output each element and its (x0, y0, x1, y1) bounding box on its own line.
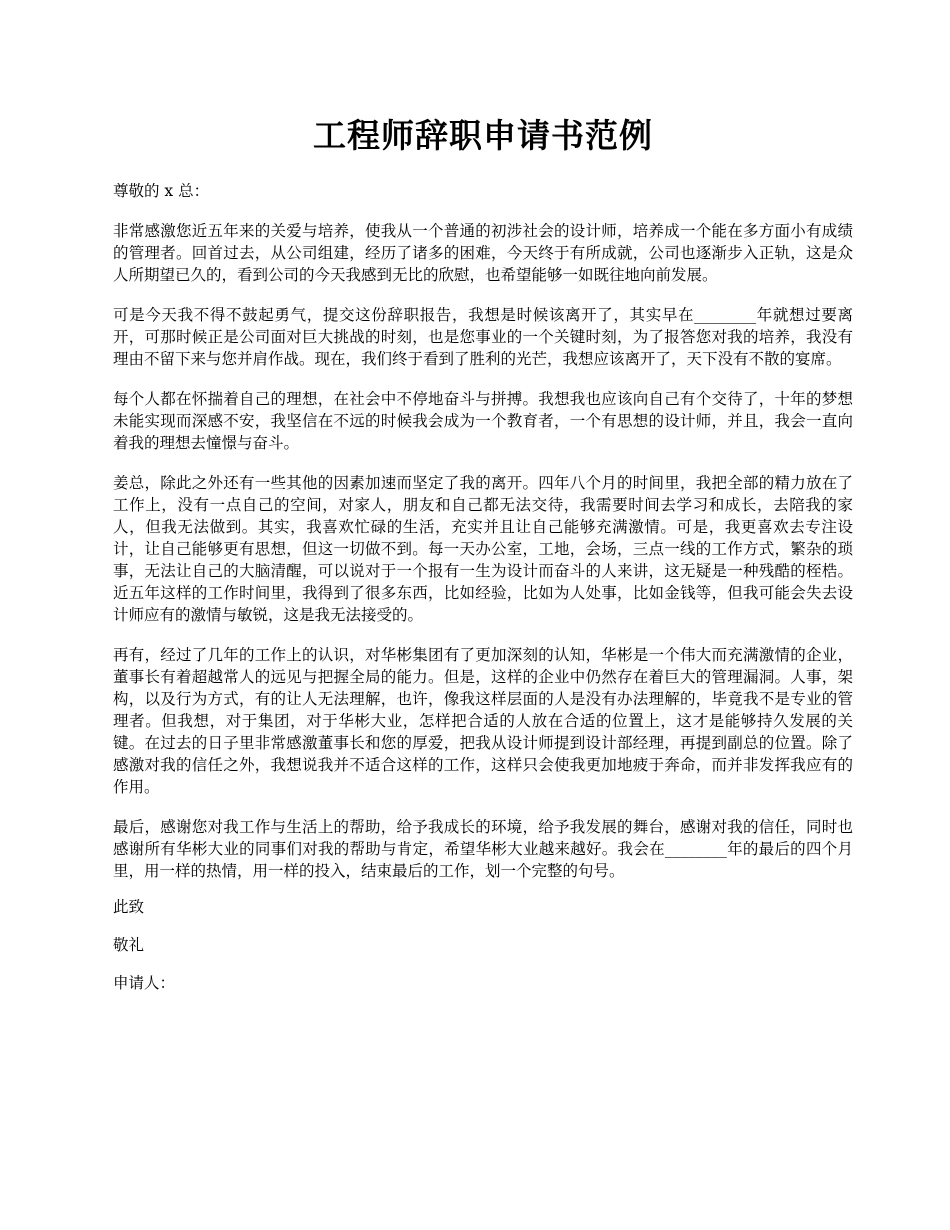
document-title: 工程师辞职申请书范例 (313, 116, 653, 155)
body-paragraph: 姜总，除此之外还有一些其他的因素加速而坚定了我的离开。四年八个月的时间里，我把全部的精力放在了工作上，没有一点自己的空间，对家人，朋友和自己都无法交待，我需要时间去学习和成长，去陪我的家人，但我无法做到。其实，我喜欢忙碌的生活，充实并且让自己能够充满激情。可是，我更喜欢去专注设计，让自己能够更有思想，但这一切做不到。每一天办公室，工地，会场，三点一线的工作方式，繁杂的琐事，无法让自己的大脑清醒，可以说对于一个报有一生为设计而奋斗的人来讲，这无疑是一种残酷的桎梏。近五年这样的工作时间里，我得到了很多东西，比如经验，比如为人处事，比如金钱等，但我可能会失去设计师应有的激情与敏锐，这是我无法接受的。 (113, 474, 853, 624)
document-page (113, 0, 853, 994)
signature-line: 申请人： (113, 974, 176, 992)
body-paragraph: 每个人都在怀揣着自己的理想，在社会中不停地奋斗与拼搏。我想我也应该向自己有个交待了，十年的梦想未能实现而深感不安，我坚信在不远的时候我会成为一个教育者，一个有思想的设计师，并且，我会一直向着我的理想去憧憬与奋斗。 (113, 390, 853, 452)
body-paragraph: 非常感激您近五年来的关爱与培养，使我从一个普通的初涉社会的设计师，培养成一个能在多方面小有成绩的管理者。回首过去，从公司组建，经历了诸多的困难，今天终于有所成就，公司也逐渐步入正轨，这是众人所期望已久的，看到公司的今天我感到无比的欣慰，也希望能够一如既往地向前发展。 (113, 222, 853, 284)
body-paragraph: 可是今天我不得不鼓起勇气，提交这份辞职报告，我想是时候该离开了，其实早在________年就想过要离开，可那时候正是公司面对巨大挑战的时刻，也是您事业的一个关键时刻，为了报答您对我的培养，我没有理由不留下来与您并肩作战。现在，我们终于看到了胜利的光芒，我想应该离开了，天下没有不散的宴席。 (113, 306, 853, 368)
body-paragraph: 再有，经过了几年的工作上的认识，对华彬集团有了更加深刻的认知，华彬是一个伟大而充满激情的企业，董事长有着超越常人的远见与把握全局的能力。但是，这样的企业中仍然存在着巨大的管理漏洞。人事，架构，以及行为方式，有的让人无法理解，也许，像我这样层面的人是没有办法理解的，毕竟我不是专业的管理者。但我想，对于集团，对于华彬大业，怎样把合适的人放在合适的位置上，这才是能够持久发展的关键。在过去的日子里非常感激董事长和您的厚爱，把我从设计师提到设计部经理，再提到副总的位置。除了感激对我的信任之外，我想说我并不适合这样的工作，这样只会使我更加地疲于奔命，而并非发挥我应有的作用。 (113, 646, 853, 796)
salutation: 尊敬的 x 总： (113, 182, 210, 200)
closing-greeting: 此致 (113, 898, 145, 916)
body-paragraph: 最后，感谢您对我工作与生活上的帮助，给予我成长的环境，给予我发展的舞台，感谢对我的信任，同时也感谢所有华彬大业的同事们对我的帮助与肯定，希望华彬大业越来越好。我会在________年的最后的四个月里，用一样的热情，用一样的投入，结束最后的工作，划一个完整的句号。 (113, 818, 853, 880)
closing-salute: 敬礼 (113, 936, 145, 954)
